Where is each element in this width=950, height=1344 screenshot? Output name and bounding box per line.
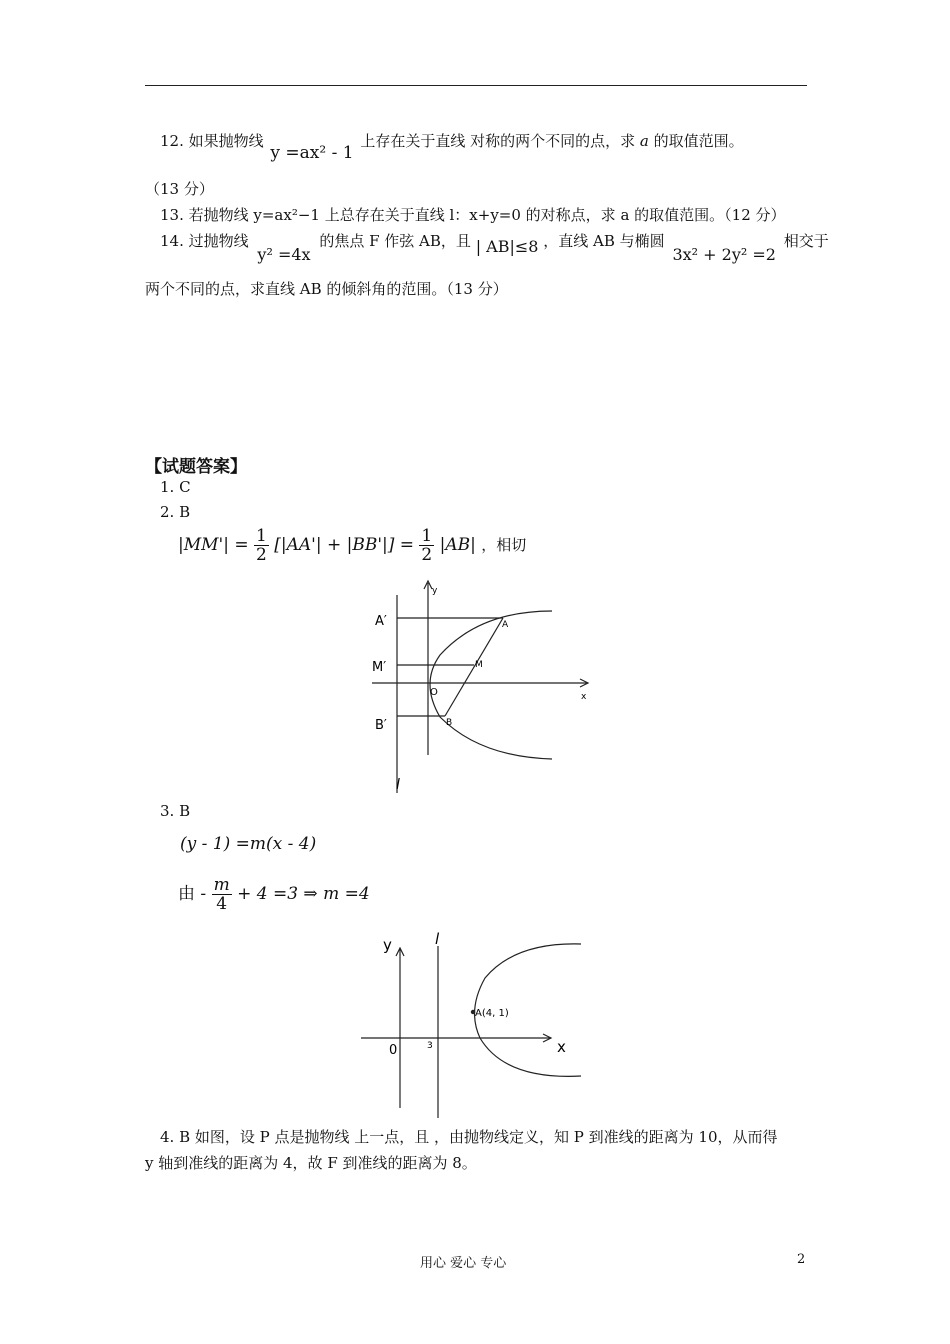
question-14 bbox=[160, 230, 829, 264]
question-13: 13. 若抛物线 y=ax²−1 上总存在关于直线 l：x+y=0 的对称点，求 a 的取值范围。（12 分） bbox=[160, 206, 786, 224]
formula-rhs: |AB| bbox=[439, 535, 476, 555]
answer-4-line-2: y 轴到准线的距离为 4，故 F 到准线的距离为 8。 bbox=[145, 1154, 477, 1172]
q14-formula-ellipse: 3x² + 2y² =2 bbox=[672, 245, 776, 264]
fraction-den: 2 bbox=[256, 545, 267, 565]
fig1-label-x: x bbox=[581, 692, 587, 702]
fig1-label-l: l bbox=[396, 777, 400, 793]
eq2-num: m bbox=[213, 875, 230, 895]
fig1-label-m-prime: M′ bbox=[372, 660, 387, 675]
fig1-label-o: O bbox=[430, 687, 438, 698]
footer-motto: 用心 爱心 专心 bbox=[420, 1256, 507, 1271]
answer-3-equation-1: (y - 1) =m(x - 4) bbox=[180, 834, 317, 854]
answers-heading: 【试题答案】 bbox=[145, 457, 247, 477]
eq2-den: 4 bbox=[216, 894, 228, 914]
q12-text-c: 的取值范围。 bbox=[653, 132, 744, 150]
answer-2: 2. B bbox=[160, 503, 191, 521]
fig1-label-a-prime: A′ bbox=[375, 614, 387, 629]
figure-1-parabola-chord bbox=[360, 575, 600, 800]
fig2-label-3: 3 bbox=[427, 1041, 433, 1051]
fig1-label-y: y bbox=[432, 586, 438, 596]
q12-formula: y =ax² - 1 bbox=[270, 143, 354, 163]
q14-text-b: 的焦点 F 作弦 AB，且 bbox=[319, 232, 471, 250]
answer-4-line-1: 4. B 如图，设 P 点是抛物线 上一点，且 ，由抛物线定义，知 P 到准线的距离为 10，从而得 bbox=[160, 1128, 778, 1146]
answer-1: 1. C bbox=[160, 478, 191, 496]
page-number: 2 bbox=[797, 1252, 806, 1267]
formula-mid: [|AA'| + |BB'|] = bbox=[274, 535, 414, 555]
fig1-label-a: A bbox=[502, 620, 509, 630]
q12-var-a: a bbox=[639, 132, 649, 150]
answer-3: 3. B bbox=[160, 802, 191, 820]
fig1-label-b: B bbox=[446, 718, 453, 728]
q14-text-d: 相交于 bbox=[783, 232, 829, 250]
eq2-fraction bbox=[212, 876, 232, 913]
question-12 bbox=[160, 130, 744, 163]
formula-lhs: |MM'| = bbox=[178, 535, 249, 555]
figure-2-parabola-directrix bbox=[355, 928, 595, 1120]
fig1-parabola bbox=[430, 611, 552, 759]
fraction-num-2: 1 bbox=[421, 526, 433, 546]
q12-score: （13 分） bbox=[145, 180, 214, 198]
fig2-label-x: x bbox=[557, 1038, 566, 1056]
q12-text-b: 上存在关于直线 对称的两个不同的点，求 bbox=[360, 132, 636, 150]
q14-line-2: 两个不同的点，求直线 AB 的倾斜角的范围。（13 分） bbox=[145, 280, 508, 298]
formula-suffix: ，相切 bbox=[481, 536, 527, 554]
q12-text-a: 12. 如果抛物线 bbox=[160, 132, 264, 150]
fraction-half bbox=[254, 527, 269, 564]
q14-formula-chord: | AB|≤8 bbox=[475, 237, 539, 256]
q14-text-a: 14. 过抛物线 bbox=[160, 232, 249, 250]
q14-formula-parabola: y² =4x bbox=[257, 245, 311, 264]
fig2-label-y: y bbox=[383, 936, 392, 954]
fraction-den-2: 2 bbox=[421, 545, 433, 565]
fig1-chord-ab bbox=[445, 618, 503, 716]
fraction-num: 1 bbox=[256, 526, 267, 546]
fraction-half-2 bbox=[419, 527, 434, 564]
answer-2-formula bbox=[178, 527, 526, 564]
eq2-prefix: 由 - bbox=[178, 884, 207, 904]
fig2-label-a: A(4, 1) bbox=[475, 1008, 509, 1019]
fig1-label-m: M bbox=[475, 660, 483, 670]
fig2-label-o: 0 bbox=[389, 1043, 398, 1058]
eq2-rest: + 4 =3 ⇒ m =4 bbox=[237, 884, 370, 904]
fig2-label-l: l bbox=[435, 930, 440, 948]
q14-text-c: ，直线 AB 与椭圆 bbox=[543, 232, 665, 250]
fig1-label-b-prime: B′ bbox=[375, 718, 387, 733]
answer-3-equation-2 bbox=[178, 876, 370, 913]
header-rule bbox=[145, 85, 807, 86]
